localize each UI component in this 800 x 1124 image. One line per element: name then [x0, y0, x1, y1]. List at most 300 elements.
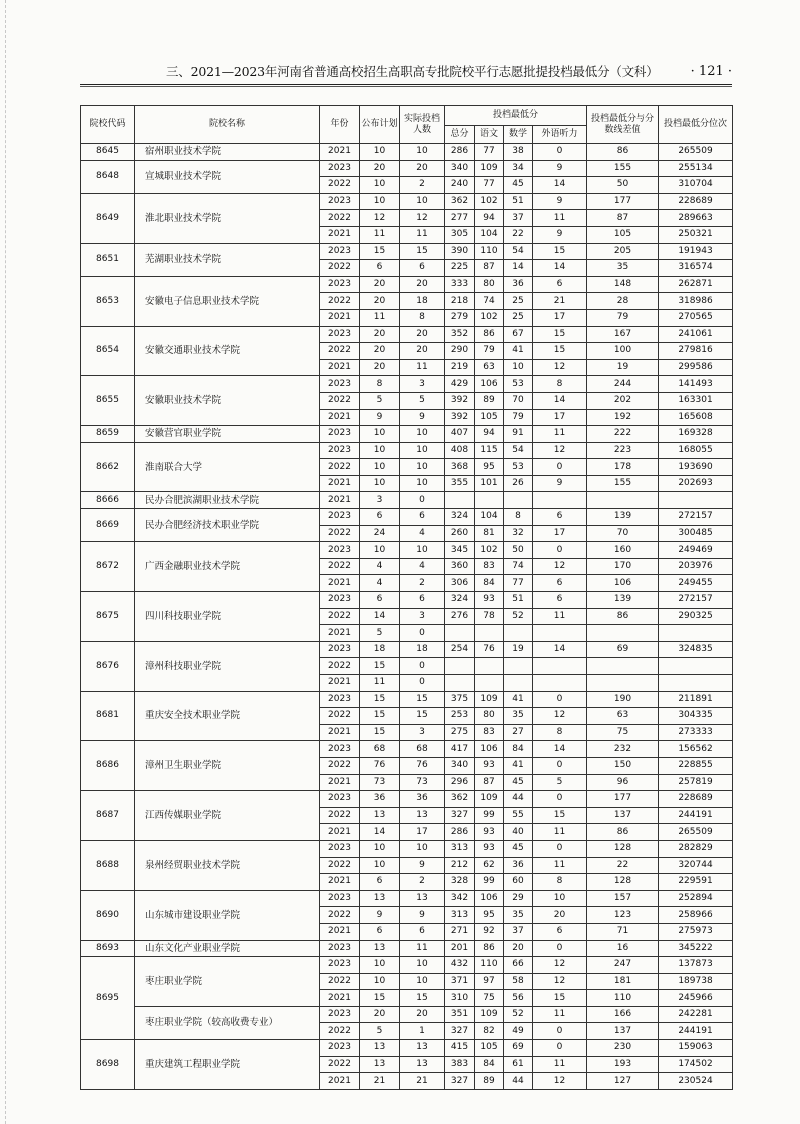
- cell-year: 2023: [320, 840, 360, 857]
- cell-listening: 9: [533, 193, 587, 210]
- cell-plan: 20: [360, 1006, 400, 1023]
- cell-math: 60: [504, 874, 533, 891]
- cell-actual: 20: [400, 326, 445, 343]
- cell-actual: 9: [400, 857, 445, 874]
- cell-math: 55: [504, 807, 533, 824]
- cell-plan: 10: [360, 144, 400, 161]
- school-name: 民办合肥滨湖职业技术学院: [135, 492, 320, 509]
- cell-total: 408: [445, 442, 475, 459]
- cell-actual: 8: [400, 309, 445, 326]
- cell-actual: 0: [400, 625, 445, 642]
- cell-diff: 96: [587, 774, 659, 791]
- cell-diff: 247: [587, 957, 659, 974]
- cell-rank: 191943: [659, 243, 733, 260]
- cell-rank: 242281: [659, 1006, 733, 1023]
- cell-diff: 86: [587, 824, 659, 841]
- cell-chinese: 115: [475, 442, 504, 459]
- cell-chinese: 101: [475, 475, 504, 492]
- cell-chinese: 93: [475, 592, 504, 609]
- cell-listening: [533, 625, 587, 642]
- cell-listening: 0: [533, 791, 587, 808]
- cell-listening: 5: [533, 774, 587, 791]
- cell-plan: 15: [360, 658, 400, 675]
- cell-actual: 10: [400, 973, 445, 990]
- cell-diff: 19: [587, 359, 659, 376]
- cell-rank: 265509: [659, 144, 733, 161]
- cell-rank: 156562: [659, 741, 733, 758]
- school-code: 8695: [81, 957, 135, 1040]
- header-name: 院校名称: [135, 106, 320, 144]
- cell-total: 290: [445, 343, 475, 360]
- cell-plan: 18: [360, 641, 400, 658]
- cell-math: 25: [504, 309, 533, 326]
- cell-total: 275: [445, 724, 475, 741]
- cell-rank: 265509: [659, 824, 733, 841]
- school-name: 重庆安全技术职业学院: [135, 691, 320, 741]
- cell-total: [445, 492, 475, 509]
- cell-rank: 255134: [659, 160, 733, 177]
- cell-total: 390: [445, 243, 475, 260]
- cell-diff: 71: [587, 923, 659, 940]
- header-rule-thin: [80, 86, 732, 87]
- cell-rank: 279816: [659, 343, 733, 360]
- cell-year: 2021: [320, 824, 360, 841]
- cell-actual: 15: [400, 243, 445, 260]
- table-body: [81, 144, 733, 1090]
- cell-total: 240: [445, 177, 475, 194]
- cell-math: 45: [504, 840, 533, 857]
- cell-listening: 15: [533, 807, 587, 824]
- cell-chinese: 77: [475, 144, 504, 161]
- cell-listening: 6: [533, 592, 587, 609]
- cell-listening: 12: [533, 442, 587, 459]
- cell-listening: 20: [533, 907, 587, 924]
- cell-math: 22: [504, 226, 533, 243]
- cell-plan: 10: [360, 475, 400, 492]
- cell-year: 2023: [320, 890, 360, 907]
- table-row: [81, 492, 733, 509]
- cell-actual: 13: [400, 1040, 445, 1057]
- cell-listening: 11: [533, 857, 587, 874]
- cell-diff: 178: [587, 459, 659, 476]
- cell-math: 52: [504, 608, 533, 625]
- cell-math: 49: [504, 1023, 533, 1040]
- cell-rank: 245966: [659, 990, 733, 1007]
- cell-total: 327: [445, 1023, 475, 1040]
- cell-diff: 192: [587, 409, 659, 426]
- header-code: 院校代码: [81, 106, 135, 144]
- header-actual: 实际投档人数: [400, 106, 445, 144]
- cell-plan: 9: [360, 907, 400, 924]
- cell-plan: 21: [360, 1073, 400, 1090]
- cell-diff: [587, 675, 659, 692]
- cell-rank: 203976: [659, 558, 733, 575]
- cell-chinese: 99: [475, 807, 504, 824]
- cell-total: 392: [445, 409, 475, 426]
- cell-diff: 127: [587, 1073, 659, 1090]
- header-rule: [80, 84, 732, 85]
- cell-listening: 14: [533, 741, 587, 758]
- cell-total: 254: [445, 641, 475, 658]
- cell-listening: 14: [533, 641, 587, 658]
- cell-plan: 6: [360, 592, 400, 609]
- cell-actual: 13: [400, 890, 445, 907]
- cell-actual: 10: [400, 840, 445, 857]
- cell-year: 2022: [320, 757, 360, 774]
- cell-actual: 6: [400, 260, 445, 277]
- cell-year: 2021: [320, 625, 360, 642]
- cell-math: 84: [504, 741, 533, 758]
- cell-actual: 68: [400, 741, 445, 758]
- cell-rank: 174502: [659, 1056, 733, 1073]
- cell-chinese: 106: [475, 741, 504, 758]
- cell-chinese: 81: [475, 525, 504, 542]
- cell-actual: 9: [400, 409, 445, 426]
- cell-rank: 270565: [659, 309, 733, 326]
- cell-diff: 205: [587, 243, 659, 260]
- cell-listening: 12: [533, 708, 587, 725]
- cell-actual: 10: [400, 957, 445, 974]
- cell-chinese: 102: [475, 193, 504, 210]
- cell-diff: 79: [587, 309, 659, 326]
- cell-chinese: 94: [475, 210, 504, 227]
- school-name: 漳州科技职业学院: [135, 641, 320, 691]
- cell-listening: 15: [533, 990, 587, 1007]
- cell-year: 2022: [320, 260, 360, 277]
- cell-actual: 6: [400, 592, 445, 609]
- cell-year: 2021: [320, 724, 360, 741]
- cell-actual: 10: [400, 144, 445, 161]
- cell-year: 2021: [320, 226, 360, 243]
- cell-chinese: 84: [475, 575, 504, 592]
- cell-diff: 222: [587, 426, 659, 443]
- cell-year: 2022: [320, 177, 360, 194]
- cell-actual: 20: [400, 1006, 445, 1023]
- cell-listening: 6: [533, 923, 587, 940]
- cell-math: 58: [504, 973, 533, 990]
- cell-math: 20: [504, 940, 533, 957]
- cell-year: 2022: [320, 708, 360, 725]
- cell-year: 2023: [320, 1040, 360, 1057]
- cell-diff: 110: [587, 990, 659, 1007]
- cell-plan: 10: [360, 957, 400, 974]
- cell-rank: 228689: [659, 791, 733, 808]
- cell-math: 50: [504, 542, 533, 559]
- school-name: 枣庄职业学院（较高收费专业）: [135, 1006, 320, 1039]
- cell-total: 310: [445, 990, 475, 1007]
- cell-year: 2023: [320, 592, 360, 609]
- cell-math: 25: [504, 293, 533, 310]
- cell-total: 340: [445, 757, 475, 774]
- cell-listening: 17: [533, 525, 587, 542]
- cell-plan: 11: [360, 309, 400, 326]
- cell-listening: 6: [533, 509, 587, 526]
- table-row: [81, 741, 733, 758]
- cell-total: 324: [445, 509, 475, 526]
- cell-chinese: 76: [475, 641, 504, 658]
- cell-chinese: 93: [475, 840, 504, 857]
- cell-math: 35: [504, 708, 533, 725]
- cell-actual: 13: [400, 1056, 445, 1073]
- cell-chinese: [475, 658, 504, 675]
- cell-actual: 1: [400, 1023, 445, 1040]
- cell-rank: 211891: [659, 691, 733, 708]
- cell-math: 19: [504, 641, 533, 658]
- cell-chinese: [475, 625, 504, 642]
- cell-chinese: [475, 492, 504, 509]
- cell-plan: 20: [360, 343, 400, 360]
- cell-total: 313: [445, 907, 475, 924]
- cell-rank: 290325: [659, 608, 733, 625]
- cell-total: 219: [445, 359, 475, 376]
- cell-actual: 0: [400, 492, 445, 509]
- cell-diff: 87: [587, 210, 659, 227]
- cell-year: 2023: [320, 426, 360, 443]
- cell-math: 32: [504, 525, 533, 542]
- cell-plan: 11: [360, 226, 400, 243]
- cell-diff: 50: [587, 177, 659, 194]
- cell-actual: 2: [400, 874, 445, 891]
- cell-chinese: 79: [475, 343, 504, 360]
- school-name: 江西传媒职业学院: [135, 791, 320, 841]
- cell-diff: 157: [587, 890, 659, 907]
- school-name: 淮北职业技术学院: [135, 193, 320, 243]
- cell-listening: 9: [533, 226, 587, 243]
- school-name: 芜湖职业技术学院: [135, 243, 320, 276]
- cell-plan: 36: [360, 791, 400, 808]
- cell-chinese: 104: [475, 509, 504, 526]
- cell-year: 2023: [320, 509, 360, 526]
- cell-plan: 10: [360, 193, 400, 210]
- cell-year: 2023: [320, 741, 360, 758]
- cell-total: 352: [445, 326, 475, 343]
- cell-year: 2022: [320, 293, 360, 310]
- cell-diff: 177: [587, 791, 659, 808]
- cell-plan: 3: [360, 492, 400, 509]
- cell-year: 2022: [320, 210, 360, 227]
- cell-chinese: 87: [475, 774, 504, 791]
- cell-year: 2022: [320, 907, 360, 924]
- cell-year: 2022: [320, 343, 360, 360]
- cell-actual: 6: [400, 509, 445, 526]
- cell-math: 52: [504, 1006, 533, 1023]
- cell-plan: 9: [360, 409, 400, 426]
- cell-total: 212: [445, 857, 475, 874]
- school-name: 泉州经贸职业技术学院: [135, 840, 320, 890]
- cell-plan: 8: [360, 376, 400, 393]
- cell-actual: 11: [400, 359, 445, 376]
- cell-actual: 10: [400, 459, 445, 476]
- cell-chinese: 106: [475, 890, 504, 907]
- cell-plan: 12: [360, 210, 400, 227]
- cell-year: 2023: [320, 1006, 360, 1023]
- cell-year: 2022: [320, 973, 360, 990]
- school-name: 漳州卫生职业学院: [135, 741, 320, 791]
- cell-rank: 252894: [659, 890, 733, 907]
- cell-listening: 0: [533, 940, 587, 957]
- cell-year: 2021: [320, 923, 360, 940]
- cell-plan: 14: [360, 608, 400, 625]
- cell-year: 2021: [320, 492, 360, 509]
- cell-chinese: 93: [475, 757, 504, 774]
- cell-listening: 0: [533, 757, 587, 774]
- cell-actual: 3: [400, 608, 445, 625]
- cell-year: 2021: [320, 475, 360, 492]
- cell-chinese: 109: [475, 791, 504, 808]
- school-code: 8649: [81, 193, 135, 243]
- cell-listening: 11: [533, 608, 587, 625]
- table-row: [81, 940, 733, 957]
- cell-math: 61: [504, 1056, 533, 1073]
- cell-listening: 17: [533, 409, 587, 426]
- cell-listening: 12: [533, 359, 587, 376]
- table-row: [81, 276, 733, 293]
- cell-diff: 35: [587, 260, 659, 277]
- cell-actual: 11: [400, 940, 445, 957]
- cell-plan: 14: [360, 824, 400, 841]
- cell-plan: 10: [360, 459, 400, 476]
- cell-listening: 12: [533, 558, 587, 575]
- cell-rank: 137873: [659, 957, 733, 974]
- cell-diff: 170: [587, 558, 659, 575]
- cell-actual: 15: [400, 708, 445, 725]
- school-code: 8688: [81, 840, 135, 890]
- cell-diff: [587, 625, 659, 642]
- cell-rank: 169328: [659, 426, 733, 443]
- cell-chinese: 77: [475, 177, 504, 194]
- school-code: 8686: [81, 741, 135, 791]
- cell-year: 2021: [320, 144, 360, 161]
- cell-plan: 20: [360, 160, 400, 177]
- school-code: 8651: [81, 243, 135, 276]
- page-title: 三、2021—2023年河南省普通高校招生高职高专批院校平行志愿批提投档最低分（文科）: [166, 64, 659, 79]
- cell-math: 67: [504, 326, 533, 343]
- cell-listening: 17: [533, 309, 587, 326]
- cell-math: 74: [504, 558, 533, 575]
- cell-rank: 275973: [659, 923, 733, 940]
- binding-margin-line: [5, 0, 6, 1124]
- cell-year: 2021: [320, 1073, 360, 1090]
- cell-year: 2021: [320, 309, 360, 326]
- header-math: 数学: [504, 126, 533, 144]
- cell-math: 40: [504, 824, 533, 841]
- cell-total: 371: [445, 973, 475, 990]
- cell-math: 36: [504, 276, 533, 293]
- cell-diff: 232: [587, 741, 659, 758]
- cell-total: 313: [445, 840, 475, 857]
- cell-chinese: 86: [475, 326, 504, 343]
- cell-listening: 12: [533, 973, 587, 990]
- cell-actual: 73: [400, 774, 445, 791]
- cell-rank: 249455: [659, 575, 733, 592]
- cell-total: 415: [445, 1040, 475, 1057]
- cell-math: [504, 492, 533, 509]
- header-diff: 投档最低分与分数线差值: [587, 106, 659, 144]
- cell-math: 69: [504, 1040, 533, 1057]
- cell-diff: 193: [587, 1056, 659, 1073]
- school-code: 8698: [81, 1040, 135, 1090]
- cell-diff: 137: [587, 807, 659, 824]
- cell-total: 286: [445, 824, 475, 841]
- header-rank: 投档最低分位次: [659, 106, 733, 144]
- cell-year: 2022: [320, 459, 360, 476]
- school-code: 8693: [81, 940, 135, 957]
- cell-chinese: 99: [475, 874, 504, 891]
- cell-chinese: 74: [475, 293, 504, 310]
- table-row: [81, 592, 733, 609]
- cell-rank: 272157: [659, 509, 733, 526]
- cell-math: 41: [504, 757, 533, 774]
- cell-diff: 75: [587, 724, 659, 741]
- school-code: 8672: [81, 542, 135, 592]
- table-row: [81, 376, 733, 393]
- cell-plan: 13: [360, 1040, 400, 1057]
- cell-rank: 230524: [659, 1073, 733, 1090]
- cell-math: 35: [504, 907, 533, 924]
- cell-total: 417: [445, 741, 475, 758]
- cell-listening: 15: [533, 326, 587, 343]
- school-name: 枣庄职业学院: [135, 957, 320, 1007]
- cell-total: 328: [445, 874, 475, 891]
- cell-plan: 10: [360, 973, 400, 990]
- cell-math: 34: [504, 160, 533, 177]
- cell-math: 37: [504, 210, 533, 227]
- cell-year: 2023: [320, 326, 360, 343]
- cell-year: 2023: [320, 193, 360, 210]
- cell-year: 2022: [320, 608, 360, 625]
- cell-rank: 320744: [659, 857, 733, 874]
- cell-actual: 36: [400, 791, 445, 808]
- cell-listening: 0: [533, 691, 587, 708]
- cell-diff: 105: [587, 226, 659, 243]
- cell-chinese: 110: [475, 957, 504, 974]
- cell-chinese: 105: [475, 1040, 504, 1057]
- cell-listening: 14: [533, 392, 587, 409]
- cell-diff: 69: [587, 641, 659, 658]
- cell-listening: 0: [533, 1040, 587, 1057]
- cell-rank: 316574: [659, 260, 733, 277]
- cell-year: 2023: [320, 940, 360, 957]
- header-chinese: 语文: [475, 126, 504, 144]
- cell-listening: 15: [533, 343, 587, 360]
- cell-diff: 137: [587, 1023, 659, 1040]
- cell-listening: [533, 658, 587, 675]
- cell-plan: 13: [360, 940, 400, 957]
- cell-listening: 11: [533, 824, 587, 841]
- cell-listening: 8: [533, 724, 587, 741]
- cell-year: 2022: [320, 1023, 360, 1040]
- cell-math: 56: [504, 990, 533, 1007]
- cell-plan: 10: [360, 857, 400, 874]
- cell-total: [445, 675, 475, 692]
- cell-math: 45: [504, 774, 533, 791]
- cell-rank: 228689: [659, 193, 733, 210]
- cell-diff: 181: [587, 973, 659, 990]
- cell-math: 36: [504, 857, 533, 874]
- cell-year: 2023: [320, 442, 360, 459]
- cell-math: 45: [504, 177, 533, 194]
- cell-listening: 11: [533, 426, 587, 443]
- cell-rank: 202693: [659, 475, 733, 492]
- cell-diff: 230: [587, 1040, 659, 1057]
- cell-total: 407: [445, 426, 475, 443]
- cell-listening: 9: [533, 160, 587, 177]
- school-code: 8654: [81, 326, 135, 376]
- cell-total: [445, 625, 475, 642]
- school-code: 8648: [81, 160, 135, 193]
- cell-total: 296: [445, 774, 475, 791]
- cell-listening: 21: [533, 293, 587, 310]
